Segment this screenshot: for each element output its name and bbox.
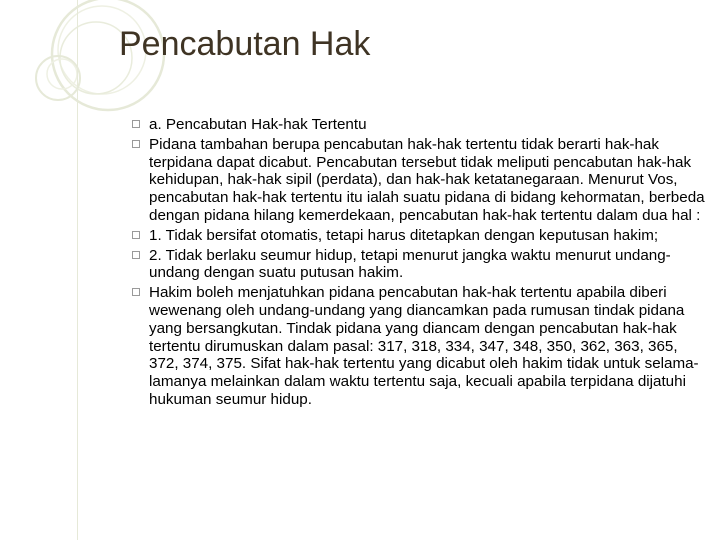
bullet-text: 1. Tidak bersifat otomatis, tetapi harus ditetapkan dengan keputusan hakim; (149, 226, 659, 244)
bullet-item (132, 247, 706, 283)
square-bullet-icon (132, 140, 140, 148)
bullet-text: Pidana tambahan berupa pencabutan hak-hak tertentu tidak berarti hak-hak terpidana dapat dicabut. Pencabutan tersebut tidak meliputi pencabutan hak-hak kehidupan, hak-hak sipil (perdata), dan hak-hak ketatanegaraan. Menurut Vos, pencabutan hak-hak tertentu itu ialah suatu pidana di bidang kehormatan, berbeda dengan pidana hilang kemerdekaan, pencabutan hak-hak tertentu dalam dua hal : (149, 135, 705, 224)
bullet-item (132, 116, 706, 134)
square-bullet-icon (132, 120, 140, 128)
bullet-text: 2. Tidak berlaku seumur hidup, tetapi menurut jangka waktu menurut undang-undang dengan suatu putusan hakim. (149, 246, 671, 282)
bullet-text: Hakim boleh menjatuhkan pidana pencabutan hak-hak tertentu apabila diberi wewenang oleh undang-undang yang diancamkan pada rumusan tindak pidana yang bersangkutan. Tindak pidana yang diancam dengan pencabutan hak-hak tertentu dirumuskan dalam pasal: 317, 318, 334, 347, 348, 350, 362, 363, 365, 372, 374, 375. Sifat hak-hak tertentu yang dicabut oleh hakim tidak untuk selama-lamanya melainkan dalam waktu tertentu saja, kecuali apabila terpidana dijatuhi hukuman seumur hidup. (149, 284, 699, 408)
slide-title: Pencabutan Hak (119, 25, 371, 63)
decorative-vertical-line (77, 0, 78, 540)
bullet-item (132, 227, 706, 245)
bullet-item (132, 136, 706, 225)
bullet-list (132, 116, 706, 409)
bullet-text: a. Pencabutan Hak-hak Tertentu (149, 116, 367, 133)
square-bullet-icon (132, 288, 140, 296)
square-bullet-icon (132, 231, 140, 239)
bullet-item (132, 284, 706, 409)
square-bullet-icon (132, 251, 140, 259)
